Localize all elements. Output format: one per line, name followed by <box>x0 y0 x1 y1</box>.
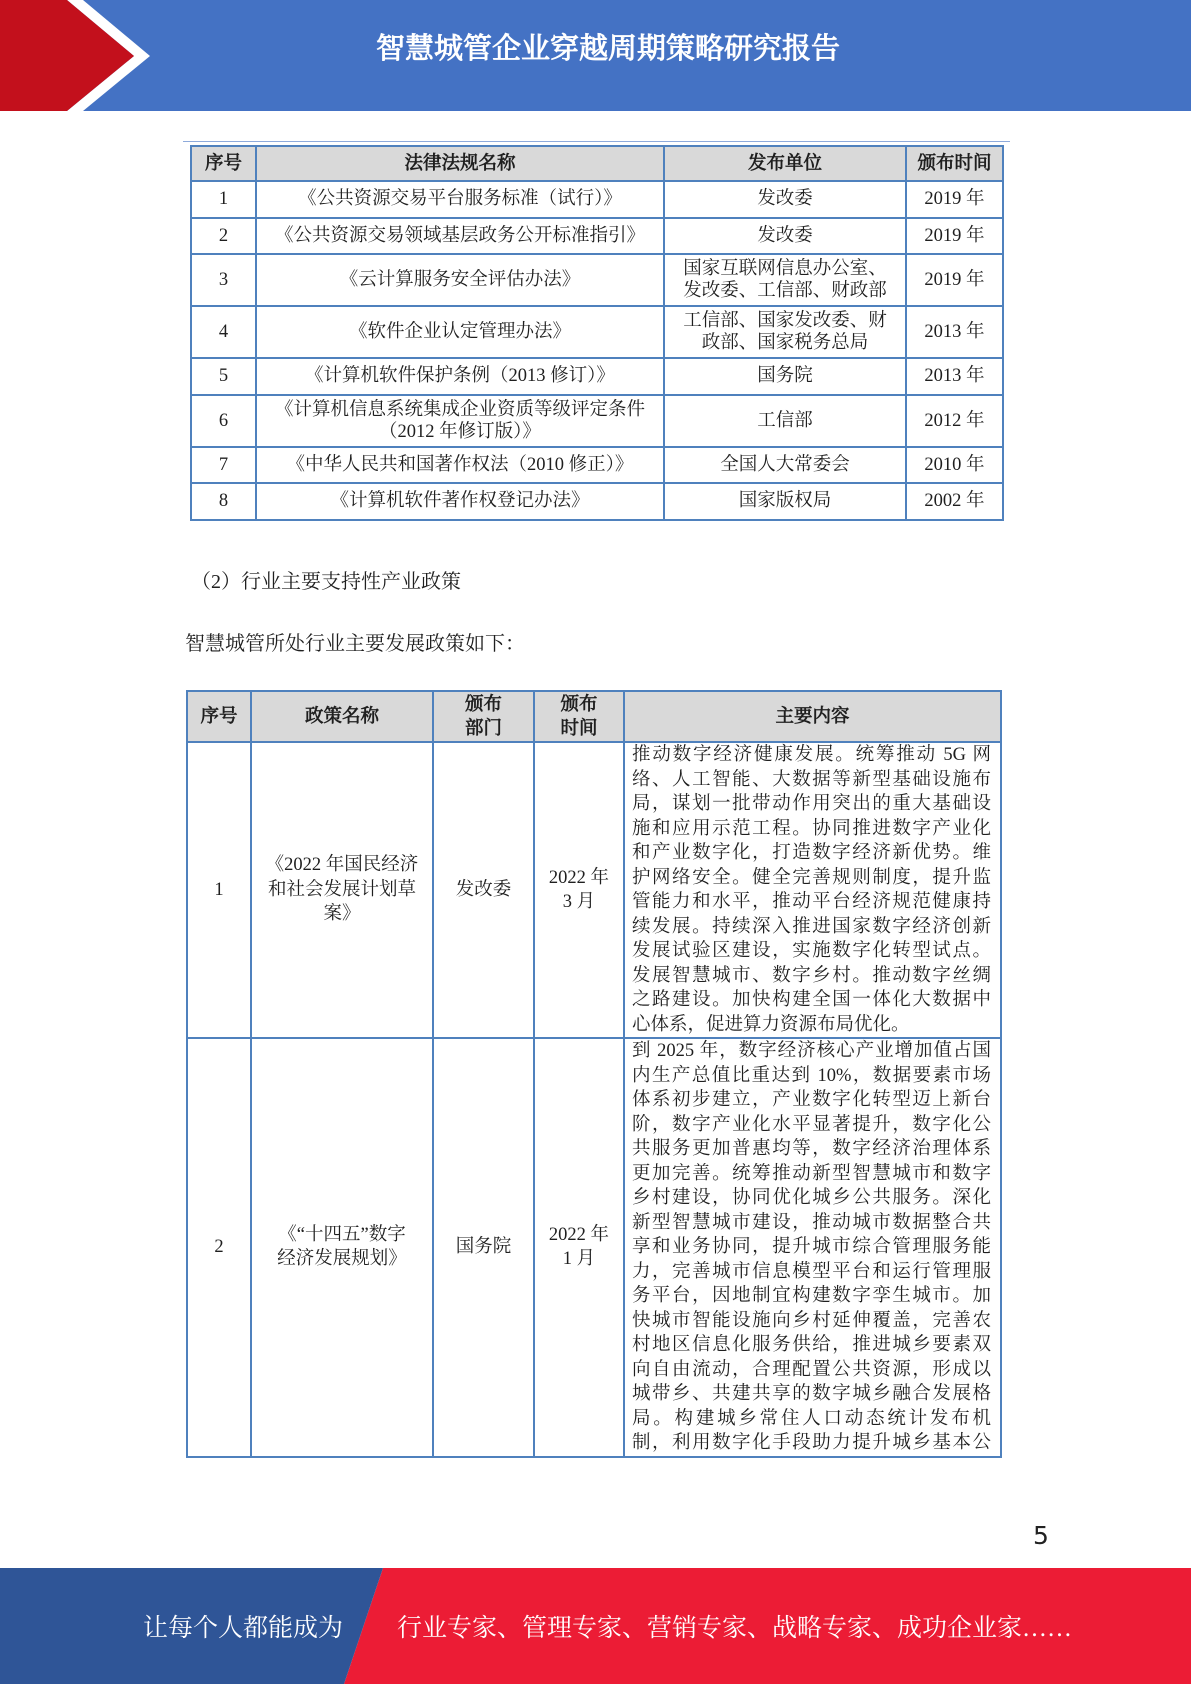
issue-time-text: 1 月 <box>562 1249 596 1270</box>
page-number: 5 <box>1033 1521 1049 1550</box>
issue-time-cell <box>534 1038 624 1457</box>
issuer-text: 国家版权局 <box>738 491 832 512</box>
row-number-cell <box>191 358 256 395</box>
row-number-text: 7 <box>218 454 229 475</box>
issue-year-text: 2002 年 <box>924 491 985 512</box>
issue-year-cell <box>906 395 1003 447</box>
row-number-text: 3 <box>218 270 229 290</box>
issuer-cell <box>664 181 906 218</box>
row-number-cell <box>191 447 256 484</box>
issuer-text: 发改委 <box>757 225 813 246</box>
issue-year-text: 2019 年 <box>924 225 985 246</box>
law-name-text: 《公共资源交易领域基层政务公开标准指引》 <box>274 225 645 246</box>
issuer-cell <box>664 306 906 358</box>
law-name-text: （2012 年修订版）》 <box>379 421 541 442</box>
issue-time-text: 2022 年 <box>548 867 610 888</box>
law-name-cell <box>256 483 664 520</box>
main-content-text: 制，利用数字化手段助力提升城乡基本公 <box>632 1433 991 1453</box>
row-number-text: 2 <box>218 225 229 246</box>
row-number-cell <box>191 395 256 447</box>
page-footer <box>0 1568 1191 1684</box>
main-content-text: 和产业数字化，打造数字经济新优势。维 <box>632 843 991 863</box>
table-header <box>187 691 1001 742</box>
header-label: 颁布时间 <box>917 153 992 174</box>
main-content-text: 到 2025 年，数字经济核心产业增加值占国 <box>632 1041 991 1061</box>
issue-year-text: 2013 年 <box>924 322 985 342</box>
main-content-text: 续发展。持续深入推进国家数字经济创新 <box>632 916 991 937</box>
main-content-text: 更加完善。统筹推动新型智慧城市和数字 <box>632 1163 991 1184</box>
header-cell-department <box>433 691 534 742</box>
row-number-cell <box>191 218 256 255</box>
header-label: 政策名称 <box>304 706 379 727</box>
table-row <box>191 395 1003 447</box>
header-label: 部门 <box>464 718 502 739</box>
issuer-text: 国家互联网信息办公室、 <box>683 259 887 279</box>
department-text: 发改委 <box>455 879 512 900</box>
law-name-text: 《计算机软件保护条例（2013 修订）》 <box>305 366 615 387</box>
table-row <box>191 306 1003 358</box>
law-name-cell <box>256 218 664 255</box>
row-number-text: 6 <box>218 410 229 431</box>
policy-name-text: 经济发展规划》 <box>277 1249 407 1270</box>
header-label: 颁布 <box>464 694 502 715</box>
row-number-cell <box>191 254 256 306</box>
issuer-text: 国务院 <box>757 366 813 387</box>
law-name-text: 《公共资源交易平台服务标准（试行）》 <box>298 189 622 210</box>
law-name-text: 《中华人民共和国著作权法（2010 修正）》 <box>286 454 634 475</box>
main-content-text: 向自由流动，合理配置公共资源，形成以 <box>632 1359 991 1380</box>
row-number-cell <box>191 483 256 520</box>
issuer-text: 工信部 <box>757 410 813 431</box>
header-cell-issue-year <box>906 146 1003 181</box>
header-cell-issue-time <box>534 691 624 742</box>
law-name-cell <box>256 447 664 484</box>
policy-name-text: 《2022 年国民经济 <box>265 855 419 876</box>
main-content-text: 务平台，因地制宜构建数字孪生城市。加 <box>632 1286 991 1306</box>
policy-name-text: 和社会发展计划草 <box>267 879 416 900</box>
header-label: 法律法规名称 <box>404 153 516 174</box>
main-content-text: 管能力和水平，推动平台经济规范健康持 <box>632 892 991 912</box>
row-number-text: 4 <box>218 322 229 342</box>
issue-year-text: 2010 年 <box>924 454 985 475</box>
issue-year-cell <box>906 254 1003 306</box>
issuer-text: 工信部、国家发改委、财 <box>683 311 887 331</box>
main-content-text: 村地区信息化服务供给，推进城乡要素双 <box>632 1335 991 1355</box>
issue-year-cell <box>906 447 1003 484</box>
main-content-text: 快城市智能设施向乡村延伸覆盖，完善农 <box>632 1310 991 1331</box>
department-text: 国务院 <box>455 1237 512 1257</box>
table-row <box>191 218 1003 255</box>
table-row <box>191 358 1003 395</box>
table-header <box>191 146 1003 181</box>
main-content-text: 乡村建设，协同优化城乡公共服务。深化 <box>632 1188 991 1208</box>
table-row <box>187 742 1001 1038</box>
report-title: 智慧城管企业穿越周期策略研究报告 <box>375 31 840 65</box>
main-content-cell <box>624 742 1001 1038</box>
issuer-text: 发改委 <box>757 189 813 210</box>
issuer-cell <box>664 395 906 447</box>
main-content-text: 络、人工智能、大数据等新型基础设施布 <box>632 769 991 790</box>
department-cell <box>433 1038 534 1457</box>
issuer-cell <box>664 447 906 484</box>
issuer-text: 发改委、工信部、财政部 <box>683 281 887 301</box>
table-row <box>191 483 1003 520</box>
issuer-text: 全国人大常委会 <box>720 454 850 475</box>
issue-time-cell <box>534 742 624 1038</box>
table-row <box>187 1038 1001 1457</box>
header-cell-row-number <box>191 146 256 181</box>
header-label: 序号 <box>200 706 238 727</box>
header-cell-main-content <box>624 691 1001 742</box>
main-content-text: 内生产总值比重达到 10%，数据要素市场 <box>632 1065 991 1086</box>
table-row <box>191 181 1003 218</box>
issue-time-text: 3 月 <box>562 892 596 912</box>
law-name-cell <box>256 306 664 358</box>
issue-year-text: 2013 年 <box>924 366 985 387</box>
row-number-cell <box>191 306 256 358</box>
row-number-cell <box>191 181 256 218</box>
law-name-cell <box>256 358 664 395</box>
law-name-text: 《计算机软件著作权登记办法》 <box>330 491 590 512</box>
main-content-text: 局，谋划一批带动作用突出的重大基础设 <box>632 794 991 814</box>
header-label: 时间 <box>560 718 598 739</box>
row-number-cell <box>187 1038 251 1457</box>
row-number-cell <box>187 742 251 1038</box>
issue-year-cell <box>906 306 1003 358</box>
laws-regulations-table <box>190 145 1004 521</box>
issue-year-cell <box>906 358 1003 395</box>
table-body <box>187 742 1001 1457</box>
main-content-text: 发展智慧城市、数字乡村。推动数字丝绸 <box>632 965 991 986</box>
table-header-row <box>187 691 1001 742</box>
main-content-text: 享和业务协同，提升城市综合管理服务能 <box>632 1237 991 1257</box>
main-content-text: 局。构建城乡常住人口动态统计发布机 <box>632 1408 991 1429</box>
issue-year-cell <box>906 218 1003 255</box>
main-content-text: 阶，数字产业化水平显著提升，数字化公 <box>632 1114 991 1135</box>
issuer-text: 政部、国家税务总局 <box>701 333 869 353</box>
main-content-text: 推动数字经济健康发展。统筹推动 5G 网 <box>632 745 991 765</box>
issuer-cell <box>664 254 906 306</box>
main-content-text: 心体系，促进算力资源布局优化。 <box>632 1014 910 1035</box>
intro-paragraph: 智慧城管所处行业主要发展政策如下： <box>185 633 525 655</box>
header-cell-policy-name <box>251 691 433 742</box>
issue-year-cell <box>906 181 1003 218</box>
issue-time-text: 2022 年 <box>548 1224 610 1245</box>
row-number-text: 1 <box>218 189 229 210</box>
department-cell <box>433 742 534 1038</box>
main-content-text: 力，完善城市信息模型平台和运行管理服 <box>632 1261 991 1282</box>
footer-slogan-left: 让每个人都能成为 <box>143 1615 344 1642</box>
law-name-cell <box>256 254 664 306</box>
header-cell-row-number <box>187 691 251 742</box>
table-body <box>191 181 1003 520</box>
industry-policies-table <box>186 690 1002 1458</box>
section-heading: （2）行业主要支持性产业政策 <box>191 571 461 593</box>
main-content-text: 施和应用示范工程。协同推进数字产业化 <box>632 818 991 839</box>
law-name-cell <box>256 181 664 218</box>
header-cell-issuer <box>664 146 906 181</box>
issue-year-text: 2012 年 <box>924 410 985 431</box>
law-name-text: 《软件企业认定管理办法》 <box>348 322 571 342</box>
table-top-rule <box>183 141 1010 142</box>
main-content-text: 城带乡、共建共享的数字城乡融合发展格 <box>632 1384 991 1404</box>
policy-name-cell <box>251 1038 433 1457</box>
header-label: 发布单位 <box>747 153 822 174</box>
row-number-text: 1 <box>214 879 224 900</box>
header-label: 颁布 <box>560 694 598 715</box>
table-row <box>191 254 1003 306</box>
header-label: 序号 <box>204 153 242 174</box>
main-content-text: 体系初步建立，产业数字化转型迈上新台 <box>632 1090 991 1110</box>
header-label: 主要内容 <box>775 706 850 727</box>
policy-name-text: 案》 <box>323 904 361 925</box>
main-content-cell <box>624 1038 1001 1457</box>
main-content-text: 发展试验区建设，实施数字化转型试点。 <box>632 941 991 961</box>
row-number-text: 2 <box>214 1237 224 1257</box>
policy-name-cell <box>251 742 433 1038</box>
law-name-cell <box>256 395 664 447</box>
law-name-text: 《计算机信息系统集成企业资质等级评定条件 <box>274 399 645 420</box>
issuer-cell <box>664 218 906 255</box>
main-content-text: 护网络安全。健全完善规则制度，提升监 <box>632 867 991 888</box>
issue-year-text: 2019 年 <box>924 270 985 290</box>
main-content-text: 之路建设。加快构建全国一体化大数据中 <box>632 990 991 1010</box>
header-cell-law-name <box>256 146 664 181</box>
row-number-text: 8 <box>218 491 229 512</box>
issue-year-cell <box>906 483 1003 520</box>
law-name-text: 《云计算服务安全评估办法》 <box>339 270 581 290</box>
policy-name-text: 《“十四五”数字 <box>278 1224 406 1245</box>
main-content-text: 共服务更加普惠均等，数字经济治理体系 <box>632 1139 991 1159</box>
main-content-text: 新型智慧城市建设，推动城市数据整合共 <box>632 1212 991 1233</box>
report-header <box>0 0 1191 111</box>
row-number-text: 5 <box>218 366 229 387</box>
issuer-cell <box>664 483 906 520</box>
issue-year-text: 2019 年 <box>924 189 985 210</box>
issuer-cell <box>664 358 906 395</box>
footer-slogan-right: 行业专家、管理专家、营销专家、战略专家、成功企业家…… <box>397 1615 1073 1642</box>
table-row <box>191 447 1003 484</box>
table-header-row <box>191 146 1003 181</box>
